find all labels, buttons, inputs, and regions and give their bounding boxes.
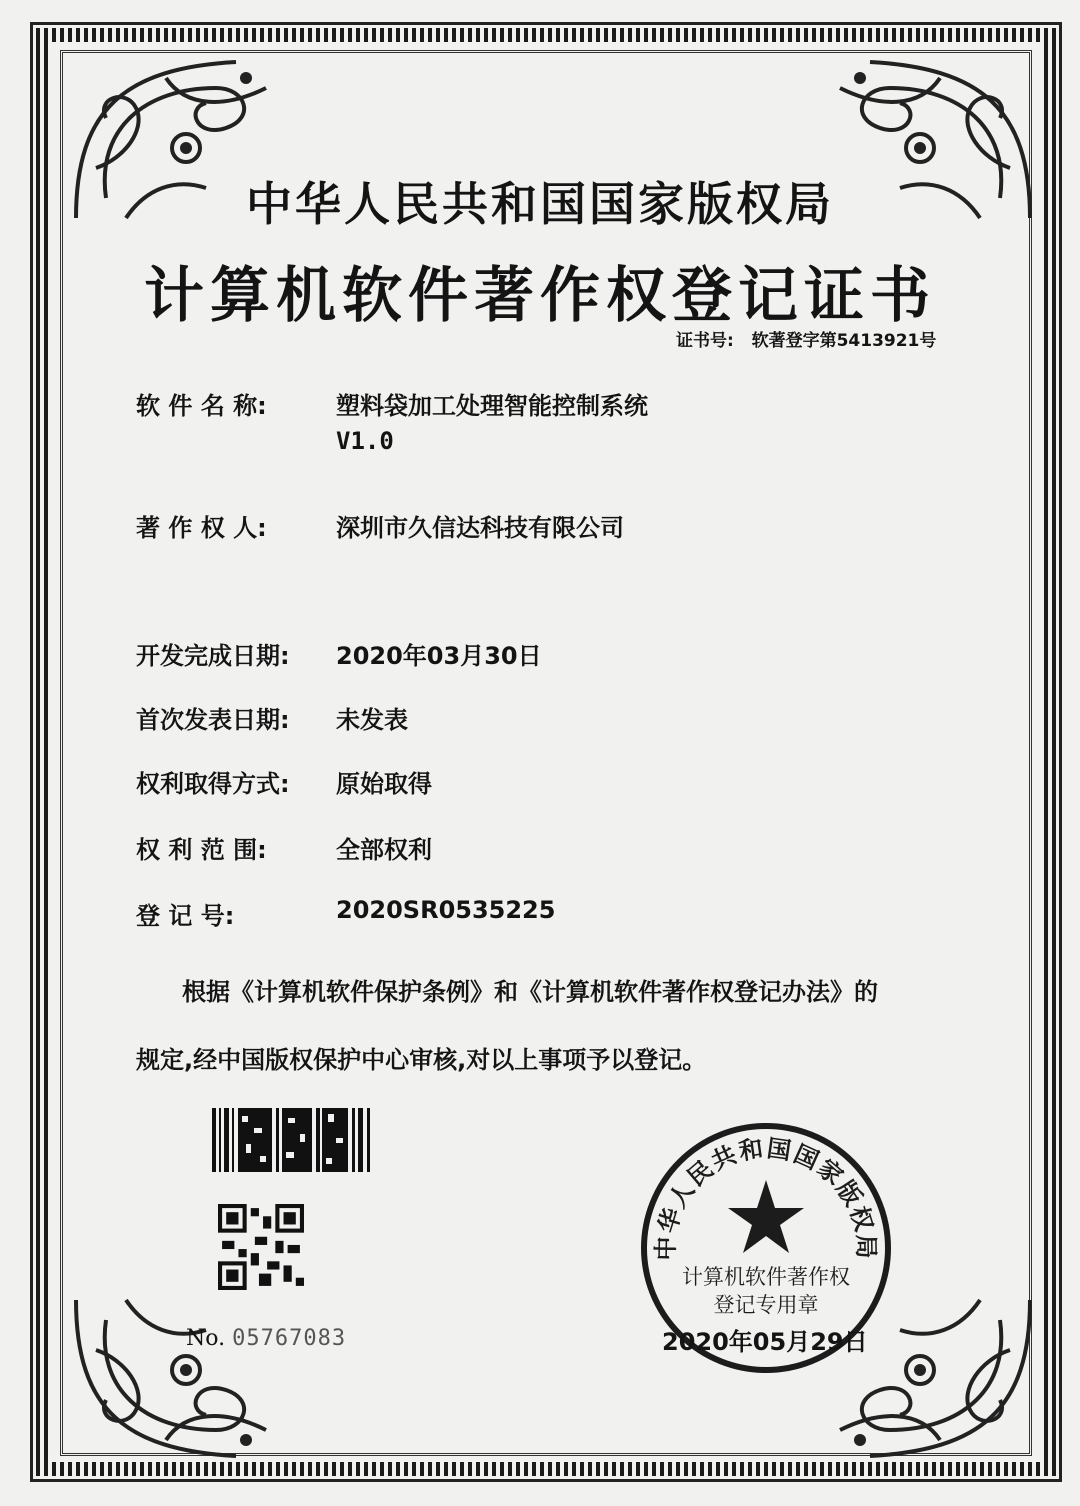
issue-date: 2020年05月29日: [662, 1328, 868, 1356]
serial-number: [186, 1326, 346, 1351]
field-completion-date: [136, 636, 542, 671]
seal-line-1: 计算机软件著作权: [682, 1265, 850, 1289]
corner-ornament: [66, 1280, 296, 1470]
field-value: 2020SR0535225: [336, 896, 556, 924]
seal-arc-text: 中华人民共和国国家版权局: [651, 1134, 881, 1261]
seal-line-2: 登记专用章: [713, 1293, 819, 1317]
field-software-name: [136, 386, 648, 455]
field-label: 著 作 权 人:: [136, 514, 267, 542]
certificate-number: [676, 326, 936, 351]
field-label: 权利取得方式:: [136, 770, 290, 798]
field-value: 深圳市久信达科技有限公司: [336, 514, 624, 542]
field-owner: [136, 508, 624, 543]
field-value: 原始取得: [336, 770, 432, 798]
field-label: 软 件 名 称:: [136, 392, 267, 420]
field-label: 开发完成日期:: [136, 642, 290, 670]
barcode-image: [212, 1108, 372, 1172]
field-label: 权 利 范 围:: [136, 836, 267, 864]
issuer-title: 中华人民共和国国家版权局: [246, 177, 834, 231]
field-label: 登 记 号:: [136, 902, 235, 930]
field-label: 首次发表日期:: [136, 706, 290, 734]
field-reg-number: [136, 896, 555, 931]
serial-number-value: 05767083: [232, 1326, 347, 1351]
certificate-title: 计算机软件著作权登记证书: [144, 261, 936, 331]
field-acquisition: [136, 764, 432, 799]
qr-code: [218, 1204, 304, 1290]
field-value: 全部权利: [336, 836, 432, 864]
software-version-text: V1.0: [336, 427, 394, 455]
software-name-text: 塑料袋加工处理智能控制系统: [336, 392, 648, 420]
field-publish-date: [136, 700, 408, 735]
cert-number-value: 软著登字第5413921号: [751, 331, 937, 351]
field-scope: [136, 830, 432, 865]
cert-number-label: 证书号:: [676, 331, 734, 351]
field-value: 2020年03月30日: [336, 642, 542, 670]
statement-line-2: 规定,经中国版权保护中心审核,对以上事项予以登记。: [136, 1046, 707, 1074]
field-value: [336, 386, 648, 455]
statement-line-1: 根据《计算机软件保护条例》和《计算机软件著作权登记办法》的: [182, 978, 878, 1006]
field-value: 未发表: [336, 706, 408, 734]
serial-prefix: No.: [186, 1326, 226, 1351]
